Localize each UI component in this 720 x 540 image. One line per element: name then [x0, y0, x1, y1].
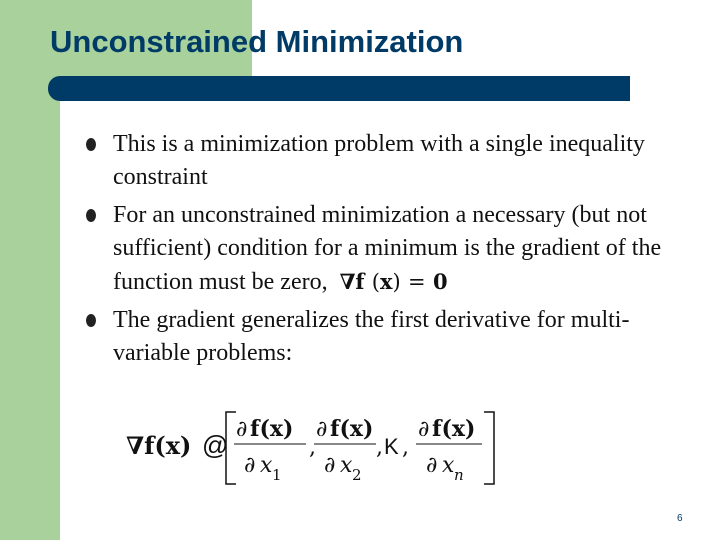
denominator-variable: x	[442, 453, 455, 478]
partial-symbol: ∂	[418, 417, 430, 442]
denominator-variable: x	[340, 453, 353, 478]
math-equals: =	[408, 270, 426, 294]
slide-title: Unconstrained Minimization	[50, 24, 464, 59]
math-f: f	[355, 269, 365, 294]
formula-lhs: ∇f(x)	[126, 431, 192, 460]
inline-gradient-zero-equation	[340, 269, 448, 294]
bullet-list	[86, 128, 686, 375]
bullet-item	[86, 304, 686, 370]
partial-symbol: ∂	[316, 417, 328, 442]
title-underline-bar	[48, 76, 630, 101]
bullet-text: The gradient generalizes the first derivative for multi-variable problems:	[113, 307, 630, 366]
denominator-variable: x	[260, 453, 273, 478]
nabla-symbol: ∇	[339, 269, 356, 294]
ellipsis-symbol: K	[384, 434, 399, 459]
partial-symbol: ∂	[426, 453, 438, 478]
gradient-definition-formula	[126, 408, 506, 488]
bullet-dot-icon	[86, 138, 96, 151]
math-x: x	[379, 269, 393, 294]
math-zero: 0	[432, 269, 448, 294]
subscript: 2	[352, 466, 362, 484]
numerator: f(x)	[330, 416, 374, 442]
partial-symbol: ∂	[244, 453, 256, 478]
bullet-item	[86, 128, 686, 194]
numerator: f(x)	[250, 416, 294, 442]
right-bracket	[484, 412, 494, 484]
bullet-dot-icon	[86, 209, 96, 222]
bullet-text: For an unconstrained minimization a necessary (but not sufficient) condition for a minimum is the gradient of the function must be zero,	[113, 202, 662, 295]
math-close-paren: )	[392, 270, 401, 294]
partial-symbol: ∂	[236, 417, 248, 442]
bullet-dot-icon	[86, 314, 96, 327]
partial-symbol: ∂	[324, 453, 336, 478]
subscript: 1	[272, 466, 282, 484]
page-number: 6	[677, 513, 683, 524]
comma: ,	[376, 435, 383, 460]
comma: ,	[309, 435, 316, 460]
comma: ,	[402, 435, 409, 460]
subscript: n	[454, 466, 464, 484]
numerator: f(x)	[432, 416, 476, 442]
bullet-text: This is a minimization problem with a single inequality constraint	[113, 131, 645, 190]
formula-approx-symbol: @	[202, 430, 229, 460]
bullet-item	[86, 199, 686, 299]
math-open-paren: (	[371, 270, 380, 294]
decor-green-strip	[0, 100, 60, 540]
